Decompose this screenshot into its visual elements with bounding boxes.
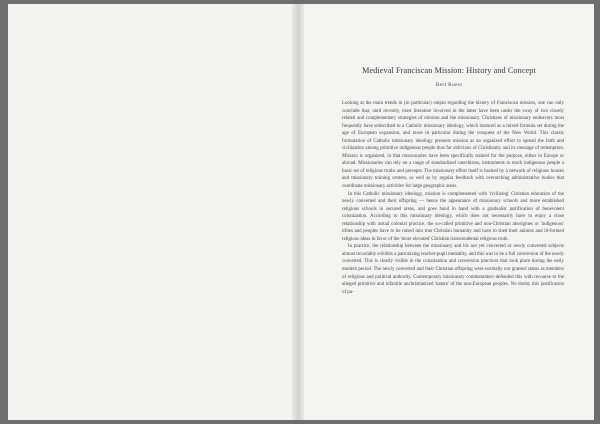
- body-text: [342, 100, 564, 296]
- chapter-author: Bert Roest: [435, 82, 463, 88]
- paragraph-2: In this Catholic missionary ideology, mission is complemented with 'civilizing' Christian education of the newly converted and their offspring — hence the appearance of missionary schools and more established religious schools in secured areas, and goes hand in hand with a gradualist justification of benevolent colonization. According to this missionary ideology, which does not necessarily have to enjoy a close relationship with actual colonial practice, the so-called primitive and non-Christian aborigines or 'indigenous' tribes and peoples have to be raised into true Christian humanity and have to shed their animist and ill-formed religious ideas in favor of the 'more elevated' Christian transcendental religious truth.: [342, 191, 564, 242]
- paragraph-1: Looking at the main trends in (in particular) output regarding the history of Franciscan mission, one can only conclude that, until recently, most literature involved in the latter have been under the sway of two closely related and complementary strategies of mission and the missionary. Christians of missionary endeavors most frequently have subscribed to a Catholic missionary ideology, which matured as a mixed formula set during the age of European expansion, and more in particular during the conquest of the New World. This classic formulation of Catholic missionary ideology presents mission as an organized effort to spread the faith and civilization among primitive indigenous people thus far oblivious of Christianity and its message of redemption. Mission is organized, in that missionaries have been specifically trained for the purpose, either in Europe or abroad. Missionaries can rely on a range of standardized catechisms, instruments to teach indigenous people a basic set of religious truths and precepts. The missionary effort itself is backed by a network of religious houses and missionary training centers, as well as by regular feedback with overarching administrative bodies that coordinate missionary activities for large geographic areas.: [342, 101, 564, 190]
- paragraph-3: In practice, the relationship between the missionary and his not yet converted or newly converted subjects almost invariably exhibits a patronizing teacher-pupil mentality, and this was to be a full conversion of the newly converted. This is clearly visible in the colonization and conversion practices that took place during the early modern period. The newly converted and their Christian offspring were normally not granted status as members of religious and political authority. Contemporary missionary commentators defended this with recourse to the alleged primitive and infantile unchristianized 'nature' of the non-European peoples. No doubt, this justification of pa-: [342, 244, 564, 295]
- chapter-title: Medieval Franciscan Mission: History and Concept: [362, 66, 536, 75]
- left-page-blank: [8, 4, 294, 420]
